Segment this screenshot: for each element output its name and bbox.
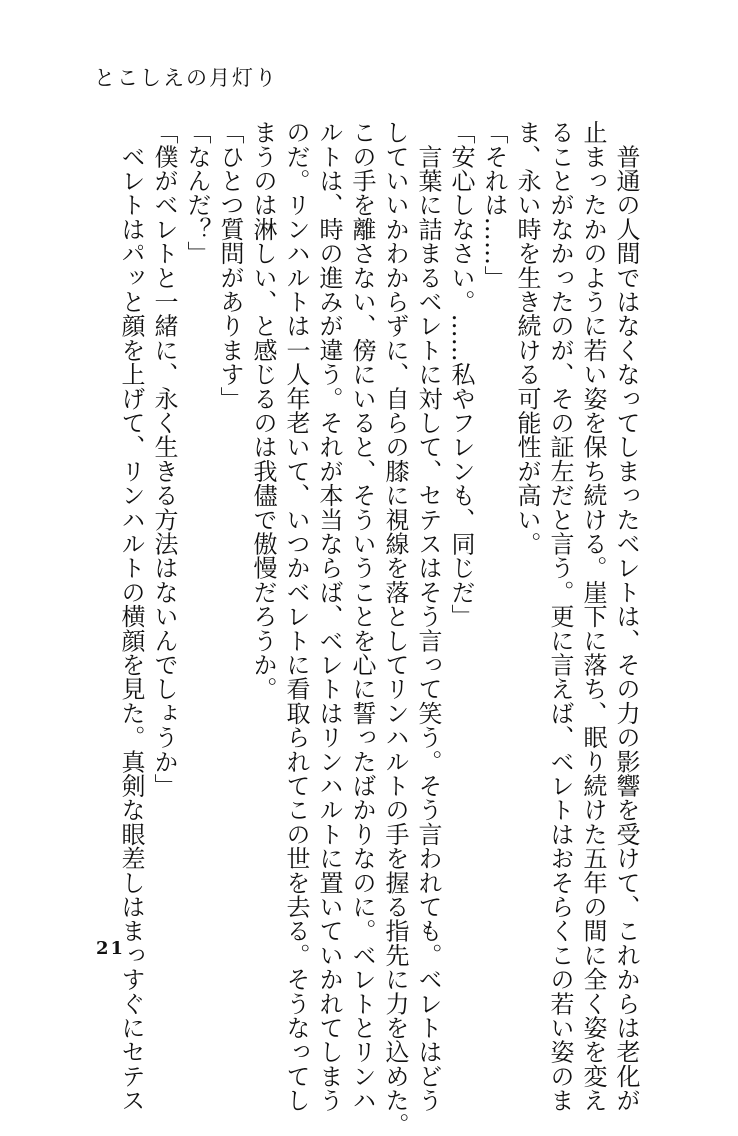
book-title: とこしえの月灯り bbox=[94, 66, 278, 90]
paragraph: 「ひとつ質問があります」 bbox=[216, 120, 244, 411]
paragraph: 「安心しなさい。……私やフレンも、同じだ」 bbox=[447, 120, 475, 629]
paragraph: 「僕がベレトと一緒に、永く生きる方法はないんでしょうか」 bbox=[150, 120, 178, 798]
paragraph: 言葉に詰まるベレトに対して、セテスはそう言って笑う。そう言われても。ベレトはどう していいかわからずに、自らの膝に視線を落としてリンハルトの手を握る指先に力を込めた。 この手を離さない、傍にいると、そういうことを心に誓ったばかりなのに。ベレトとリンハ ルトは、時の進みが違う。それが本当ならば、ベレトはリンハルトに置いていかれてしまう のだ。リンハルトは一人年老いて、いつかベレトに看取られてこの世を去る。そうなってし まうのは淋しい、と感じるのは我儘で傲慢だろうか。 bbox=[249, 120, 442, 1136]
vertical-body-text bbox=[114, 120, 642, 1136]
paragraph: 「それは……」 bbox=[480, 120, 508, 290]
paragraph: ベレトはパッと顔を上げて、リンハルトの横顔を見た。真剣な眼差しはまっすぐにセテス bbox=[117, 120, 145, 1113]
paragraph: 「なんだ？」 bbox=[183, 120, 211, 266]
page-number: 21 bbox=[96, 938, 126, 959]
paragraph: 普通の人間ではなくなってしまったベレトは、その力の影響を受けて、これからは老化が 止まったかのように若い姿を保ち続ける。崖下に落ち、眠り続けた五年の間に全く姿を変え ることがなかったのが、その証左だと言う。更に言えば、ベレトはおそらくこの若い姿のま ま、永い時を生き続ける可能性が高い。 bbox=[513, 120, 640, 1113]
